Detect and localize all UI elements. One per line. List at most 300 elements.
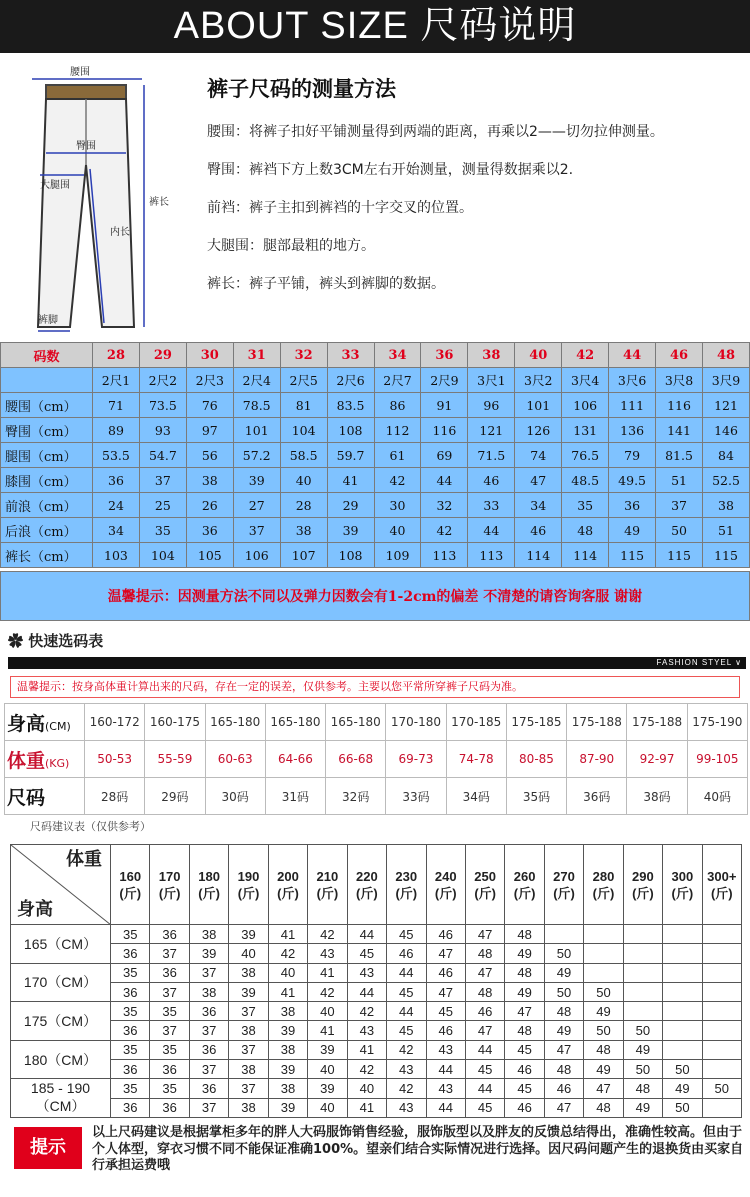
measure-cell: 113 [421, 543, 468, 568]
quick-size-cell: 30码 [205, 778, 265, 815]
note-text: 以上尺码建议是根据掌柜多年的胖人大码服饰销售经验，服饰版型以及胖友的反馈总结得出，准确性较高。但由于个人体型，穿衣习惯不同不能保证准确100%。望亲们结合实际情况进行选择。因尺码问题产生的退换货由买家自行承担运费哦 [92, 1125, 744, 1173]
quick-weight-label-text: 体重 [7, 749, 46, 772]
advice-cell: 35 [111, 963, 150, 982]
measure-cell: 34 [515, 493, 562, 518]
measure-cell: 39 [327, 518, 374, 543]
quick-height-unit: (CM) [45, 719, 71, 733]
quick-size-cell: 29码 [145, 778, 205, 815]
quick-height-cell: 175-190 [687, 704, 747, 741]
advice-row [11, 1040, 742, 1059]
feet-cell: 2尺6 [327, 368, 374, 393]
advice-cell: 46 [505, 1098, 544, 1117]
advice-cell: 43 [347, 963, 386, 982]
advice-cell: 38 [229, 1021, 268, 1040]
advice-weight-unit: (斤) [119, 885, 142, 901]
advice-cell: 44 [347, 925, 386, 944]
advice-cell: 48 [465, 944, 504, 963]
feet-cell: 3尺1 [468, 368, 515, 393]
advice-cell: 44 [465, 1079, 504, 1098]
quick-weight-cell: 64-66 [265, 741, 325, 778]
advice-weight-value: 300 [671, 868, 694, 884]
advice-weight-unit: (斤) [158, 885, 181, 901]
measure-cell: 37 [656, 493, 703, 518]
advice-cell: 45 [387, 925, 426, 944]
measure-cell: 71.5 [468, 443, 515, 468]
advice-cell: 47 [505, 1002, 544, 1021]
advice-weight-value: 170 [158, 868, 181, 884]
advice-cell: 42 [268, 944, 307, 963]
measure-cell: 36 [186, 518, 233, 543]
measure-cell: 116 [421, 418, 468, 443]
measure-cell: 126 [515, 418, 562, 443]
measure-cell: 41 [327, 468, 374, 493]
advice-height-cell: 175（CM） [11, 1002, 111, 1041]
advice-weight-unit: (斤) [553, 885, 575, 901]
advice-weight-value: 190 [237, 868, 260, 884]
advice-cell: 44 [347, 982, 386, 1001]
advice-cell [663, 1040, 702, 1059]
advice-weight-unit: (斤) [356, 885, 378, 901]
measure-cell: 93 [139, 418, 186, 443]
feet-cell: 2尺1 [93, 368, 140, 393]
measure-cell: 109 [374, 543, 421, 568]
measure-cell: 48 [562, 518, 609, 543]
advice-cell: 42 [308, 982, 347, 1001]
size-header-cell: 36 [421, 343, 468, 368]
measure-cell: 35 [139, 518, 186, 543]
measure-cell: 81 [280, 393, 327, 418]
advice-cell [663, 963, 702, 982]
pants-diagram [18, 65, 178, 335]
quick-weight-cell: 69-73 [386, 741, 446, 778]
quick-weight-cell: 60-63 [205, 741, 265, 778]
quick-height-cell: 160-175 [145, 704, 205, 741]
advice-cell: 38 [189, 925, 228, 944]
fashion-bar: FASHION STYEL ∨ [8, 657, 746, 669]
quick-size-row [5, 778, 748, 815]
quick-height-cell: 165-180 [326, 704, 386, 741]
advice-row [11, 1002, 742, 1021]
advice-cell: 35 [111, 1079, 150, 1098]
advice-cell: 38 [229, 1098, 268, 1117]
advice-row [11, 1021, 742, 1040]
advice-cell: 47 [465, 925, 504, 944]
advice-weight-unit: (斤) [671, 885, 694, 901]
measure-cell: 73.5 [139, 393, 186, 418]
advice-cell: 35 [150, 1002, 189, 1021]
advice-cell: 48 [544, 1060, 583, 1079]
measure-cell: 34 [93, 518, 140, 543]
size-header-cell: 38 [468, 343, 515, 368]
quick-height-label-text: 身高 [7, 712, 46, 735]
advice-cell: 45 [505, 1079, 544, 1098]
quick-weight-label [5, 741, 85, 778]
advice-row [11, 963, 742, 982]
quick-weight-cell: 74-78 [446, 741, 506, 778]
guide-line: 腰围：将裤子扣好平铺测量得到两端的距离，再乘以2——切勿拉伸测量。 [207, 124, 664, 140]
advice-cell: 40 [229, 944, 268, 963]
quick-weight-cell: 66-68 [326, 741, 386, 778]
advice-cell: 49 [584, 1002, 623, 1021]
measure-cell: 40 [280, 468, 327, 493]
advice-weight-head [426, 845, 465, 925]
measure-cell: 69 [421, 443, 468, 468]
advice-cell: 45 [347, 944, 386, 963]
corner-height: 身高 [17, 899, 53, 919]
measure-label: 膝围（cm） [1, 468, 93, 493]
advice-cell: 37 [150, 944, 189, 963]
measure-cell: 76.5 [562, 443, 609, 468]
measure-cell: 37 [139, 468, 186, 493]
measure-row [1, 493, 750, 518]
advice-cell: 41 [347, 1040, 386, 1059]
advice-cell: 47 [426, 944, 465, 963]
advice-cell: 47 [584, 1079, 623, 1098]
advice-weight-head [584, 845, 623, 925]
measure-label: 裤长（cm） [1, 543, 93, 568]
advice-cell: 42 [387, 1040, 426, 1059]
quick-height-cell: 170-180 [386, 704, 446, 741]
advice-cell: 46 [426, 963, 465, 982]
advice-cell [623, 982, 662, 1001]
measure-cell: 52.5 [702, 468, 749, 493]
measure-cell: 58.5 [280, 443, 327, 468]
advice-cell [702, 1002, 741, 1021]
advice-cell: 39 [229, 925, 268, 944]
quick-weight-cell: 50-53 [85, 741, 145, 778]
fashion-bar-text: FASHION STYEL [656, 658, 732, 667]
advice-cell: 46 [544, 1079, 583, 1098]
measure-cell: 57.2 [233, 443, 280, 468]
measure-cell: 108 [327, 543, 374, 568]
advice-cell: 37 [189, 1060, 228, 1079]
diagram-label-thigh: 大腿围 [40, 180, 70, 191]
size-header-cell: 46 [656, 343, 703, 368]
advice-cell: 37 [189, 963, 228, 982]
advice-weight-unit: (斤) [237, 885, 260, 901]
advice-weight-head [544, 845, 583, 925]
advice-weight-value: 240 [434, 868, 457, 884]
advice-cell: 48 [584, 1098, 623, 1117]
advice-table [10, 844, 742, 1118]
measure-cell: 91 [421, 393, 468, 418]
measure-cell: 116 [656, 393, 703, 418]
advice-weight-unit: (斤) [198, 885, 220, 901]
measure-cell: 107 [280, 543, 327, 568]
measure-section [0, 53, 750, 340]
quick-height-cell: 175-185 [506, 704, 566, 741]
advice-weight-head [229, 845, 268, 925]
advice-cell [702, 1040, 741, 1059]
measure-cell: 146 [702, 418, 749, 443]
advice-cell [702, 1098, 741, 1117]
advice-cell: 37 [150, 1021, 189, 1040]
feet-cell: 2尺3 [186, 368, 233, 393]
advice-cell [584, 963, 623, 982]
advice-cell [623, 963, 662, 982]
measure-row [1, 468, 750, 493]
advice-cell: 37 [189, 1098, 228, 1117]
advice-cell: 49 [505, 982, 544, 1001]
advice-row [11, 1079, 742, 1098]
feet-cell: 3尺9 [702, 368, 749, 393]
measure-cell: 83.5 [327, 393, 374, 418]
advice-cell: 39 [308, 1079, 347, 1098]
quick-height-cell: 175-188 [627, 704, 687, 741]
measure-cell: 33 [468, 493, 515, 518]
measure-cell: 27 [233, 493, 280, 518]
measure-label: 臀围（cm） [1, 418, 93, 443]
advice-cell: 50 [663, 1060, 702, 1079]
measure-cell: 108 [327, 418, 374, 443]
advice-cell: 37 [189, 1021, 228, 1040]
measure-cell: 113 [468, 543, 515, 568]
measure-cell: 81.5 [656, 443, 703, 468]
guide-title: 裤子尺码的测量方法 [207, 77, 396, 101]
advice-weight-value: 260 [513, 868, 536, 884]
advice-cell: 39 [268, 1060, 307, 1079]
advice-cell: 36 [189, 1079, 228, 1098]
measure-cell: 49 [609, 518, 656, 543]
advice-cell [663, 1021, 702, 1040]
measure-cell: 71 [93, 393, 140, 418]
advice-cell: 46 [387, 944, 426, 963]
quick-size-label-text: 尺码 [7, 786, 46, 809]
measure-cell: 131 [562, 418, 609, 443]
quick-weight-cell: 92-97 [627, 741, 687, 778]
measure-cell: 37 [233, 518, 280, 543]
advice-cell: 44 [465, 1040, 504, 1059]
advice-cell: 39 [308, 1040, 347, 1059]
feet-cell: 2尺5 [280, 368, 327, 393]
advice-cell: 50 [544, 944, 583, 963]
size-header-cell: 48 [702, 343, 749, 368]
advice-weight-head [347, 845, 386, 925]
advice-cell: 36 [111, 1098, 150, 1117]
advice-weight-value: 220 [355, 868, 378, 884]
advice-cell: 42 [308, 925, 347, 944]
advice-cell: 46 [505, 1060, 544, 1079]
corner-weight: 体重 [66, 849, 102, 869]
advice-weight-value: 300+ [707, 868, 737, 884]
measure-cell: 121 [702, 393, 749, 418]
quick-size-cell: 32码 [326, 778, 386, 815]
measure-cell: 39 [233, 468, 280, 493]
advice-cell: 35 [150, 1040, 189, 1059]
measure-row [1, 518, 750, 543]
quick-size-label [5, 778, 85, 815]
quick-size-cell: 36码 [567, 778, 627, 815]
measure-cell: 56 [186, 443, 233, 468]
advice-height-cell: 185 - 190（CM） [11, 1079, 111, 1118]
advice-cell [663, 944, 702, 963]
feet-cell: 3尺8 [656, 368, 703, 393]
measure-cell: 103 [93, 543, 140, 568]
measure-cell: 25 [139, 493, 186, 518]
quick-height-label [5, 704, 85, 741]
advice-cell: 42 [387, 1079, 426, 1098]
size-header-cell: 33 [327, 343, 374, 368]
measure-cell: 44 [421, 468, 468, 493]
advice-cell [702, 925, 741, 944]
advice-weight-unit: (斤) [632, 885, 654, 901]
advice-cell: 38 [189, 982, 228, 1001]
size-header-cell: 42 [562, 343, 609, 368]
quick-size-table [4, 703, 748, 815]
measure-cell: 51 [702, 518, 749, 543]
advice-cell: 43 [426, 1040, 465, 1059]
advice-cell: 38 [268, 1040, 307, 1059]
measure-cell: 47 [515, 468, 562, 493]
advice-cell: 45 [426, 1002, 465, 1021]
feet-cell: 2尺4 [233, 368, 280, 393]
advice-cell: 37 [150, 982, 189, 1001]
advice-cell [702, 1060, 741, 1079]
guide-line: 裤长：裤子平铺，裤头到裤脚的数据。 [207, 276, 445, 292]
advice-row [11, 944, 742, 963]
advice-cell: 41 [308, 1021, 347, 1040]
advice-cell [702, 982, 741, 1001]
advice-cell: 47 [544, 1098, 583, 1117]
advice-weight-head [387, 845, 426, 925]
advice-cell: 46 [426, 925, 465, 944]
diagram-label-hem: 裤脚 [38, 315, 58, 326]
advice-weight-value: 270 [553, 868, 575, 884]
advice-cell: 50 [663, 1098, 702, 1117]
advice-cell: 36 [150, 925, 189, 944]
measure-cell: 106 [562, 393, 609, 418]
advice-cell: 35 [150, 1079, 189, 1098]
diagram-label-hip: 臀围 [76, 141, 96, 152]
quick-weight-cell: 99-105 [687, 741, 747, 778]
quick-size-cell: 38码 [627, 778, 687, 815]
measure-cell: 86 [374, 393, 421, 418]
advice-weight-value: 230 [395, 868, 418, 884]
advice-weight-unit: (斤) [710, 885, 733, 901]
measure-label: 腿围（cm） [1, 443, 93, 468]
advice-cell [702, 1021, 741, 1040]
feet-label-cell [1, 368, 93, 393]
advice-cell: 41 [268, 925, 307, 944]
measure-cell: 84 [702, 443, 749, 468]
quick-height-cell: 160-172 [85, 704, 145, 741]
advice-cell [544, 925, 583, 944]
advice-cell: 41 [347, 1098, 386, 1117]
advice-cell: 46 [426, 1021, 465, 1040]
measure-cell: 42 [374, 468, 421, 493]
advice-weight-value: 290 [632, 868, 654, 884]
measure-cell: 48.5 [562, 468, 609, 493]
measure-cell: 38 [280, 518, 327, 543]
quick-title-text: 快速选码表 [28, 632, 104, 650]
advice-row [11, 1098, 742, 1117]
size-header-cell: 30 [186, 343, 233, 368]
advice-cell: 36 [111, 944, 150, 963]
measure-row [1, 418, 750, 443]
advice-cell: 40 [347, 1079, 386, 1098]
advice-cell: 35 [111, 925, 150, 944]
measure-cell: 30 [374, 493, 421, 518]
measure-cell: 38 [186, 468, 233, 493]
advice-cell: 37 [229, 1079, 268, 1098]
advice-cell: 36 [111, 1060, 150, 1079]
advice-cell: 50 [702, 1079, 741, 1098]
size-header-cell: 40 [515, 343, 562, 368]
advice-cell: 36 [189, 1002, 228, 1021]
size-header-cell: 44 [609, 343, 656, 368]
advice-cell: 43 [387, 1098, 426, 1117]
advice-cell: 38 [268, 1002, 307, 1021]
advice-cell: 47 [544, 1040, 583, 1059]
measure-cell: 79 [609, 443, 656, 468]
advice-cell [623, 944, 662, 963]
measure-cell: 53.5 [93, 443, 140, 468]
measure-label: 后浪（cm） [1, 518, 93, 543]
advice-cell: 39 [268, 1021, 307, 1040]
measure-cell: 35 [562, 493, 609, 518]
feet-cell: 2尺7 [374, 368, 421, 393]
quick-height-cell: 165-180 [265, 704, 325, 741]
advice-weight-head [505, 845, 544, 925]
advice-cell: 50 [623, 1021, 662, 1040]
advice-cell: 45 [465, 1060, 504, 1079]
diagram-label-inseam: 内长 [110, 227, 130, 238]
advice-cell: 37 [229, 1002, 268, 1021]
advice-cell: 45 [387, 1021, 426, 1040]
advice-cell: 49 [623, 1040, 662, 1059]
measure-cell: 76 [186, 393, 233, 418]
measure-cell: 46 [515, 518, 562, 543]
advice-cell: 36 [111, 1021, 150, 1040]
advice-cell: 44 [387, 1002, 426, 1021]
measure-cell: 44 [468, 518, 515, 543]
advice-row [11, 1060, 742, 1079]
measure-cell: 50 [656, 518, 703, 543]
advice-cell: 40 [308, 1060, 347, 1079]
advice-weight-head [150, 845, 189, 925]
measure-cell: 26 [186, 493, 233, 518]
measure-row [1, 543, 750, 568]
diagram-label-length: 裤长 [149, 197, 169, 208]
advice-weight-value: 200 [277, 868, 299, 884]
advice-cell: 45 [387, 982, 426, 1001]
advice-cell: 48 [465, 982, 504, 1001]
advice-cell: 50 [544, 982, 583, 1001]
measure-cell: 141 [656, 418, 703, 443]
measure-cell: 114 [562, 543, 609, 568]
quick-weight-cell: 80-85 [506, 741, 566, 778]
feet-cell: 3尺4 [562, 368, 609, 393]
advice-weight-head [268, 845, 307, 925]
feet-cell: 2尺2 [139, 368, 186, 393]
advice-cell: 41 [268, 982, 307, 1001]
advice-cell: 35 [111, 1002, 150, 1021]
advice-weight-unit: (斤) [474, 885, 496, 901]
advice-cell: 48 [505, 963, 544, 982]
advice-cell: 49 [544, 1021, 583, 1040]
quick-height-cell: 170-185 [446, 704, 506, 741]
advice-cell: 48 [505, 925, 544, 944]
quick-size-cell: 33码 [386, 778, 446, 815]
advice-weight-head [189, 845, 228, 925]
advice-cell: 49 [663, 1079, 702, 1098]
advice-cell: 50 [584, 982, 623, 1001]
advice-cell: 38 [268, 1079, 307, 1098]
measure-cell: 121 [468, 418, 515, 443]
quick-weight-unit: (KG) [45, 756, 70, 770]
advice-cell: 40 [268, 963, 307, 982]
advice-cell: 39 [268, 1098, 307, 1117]
